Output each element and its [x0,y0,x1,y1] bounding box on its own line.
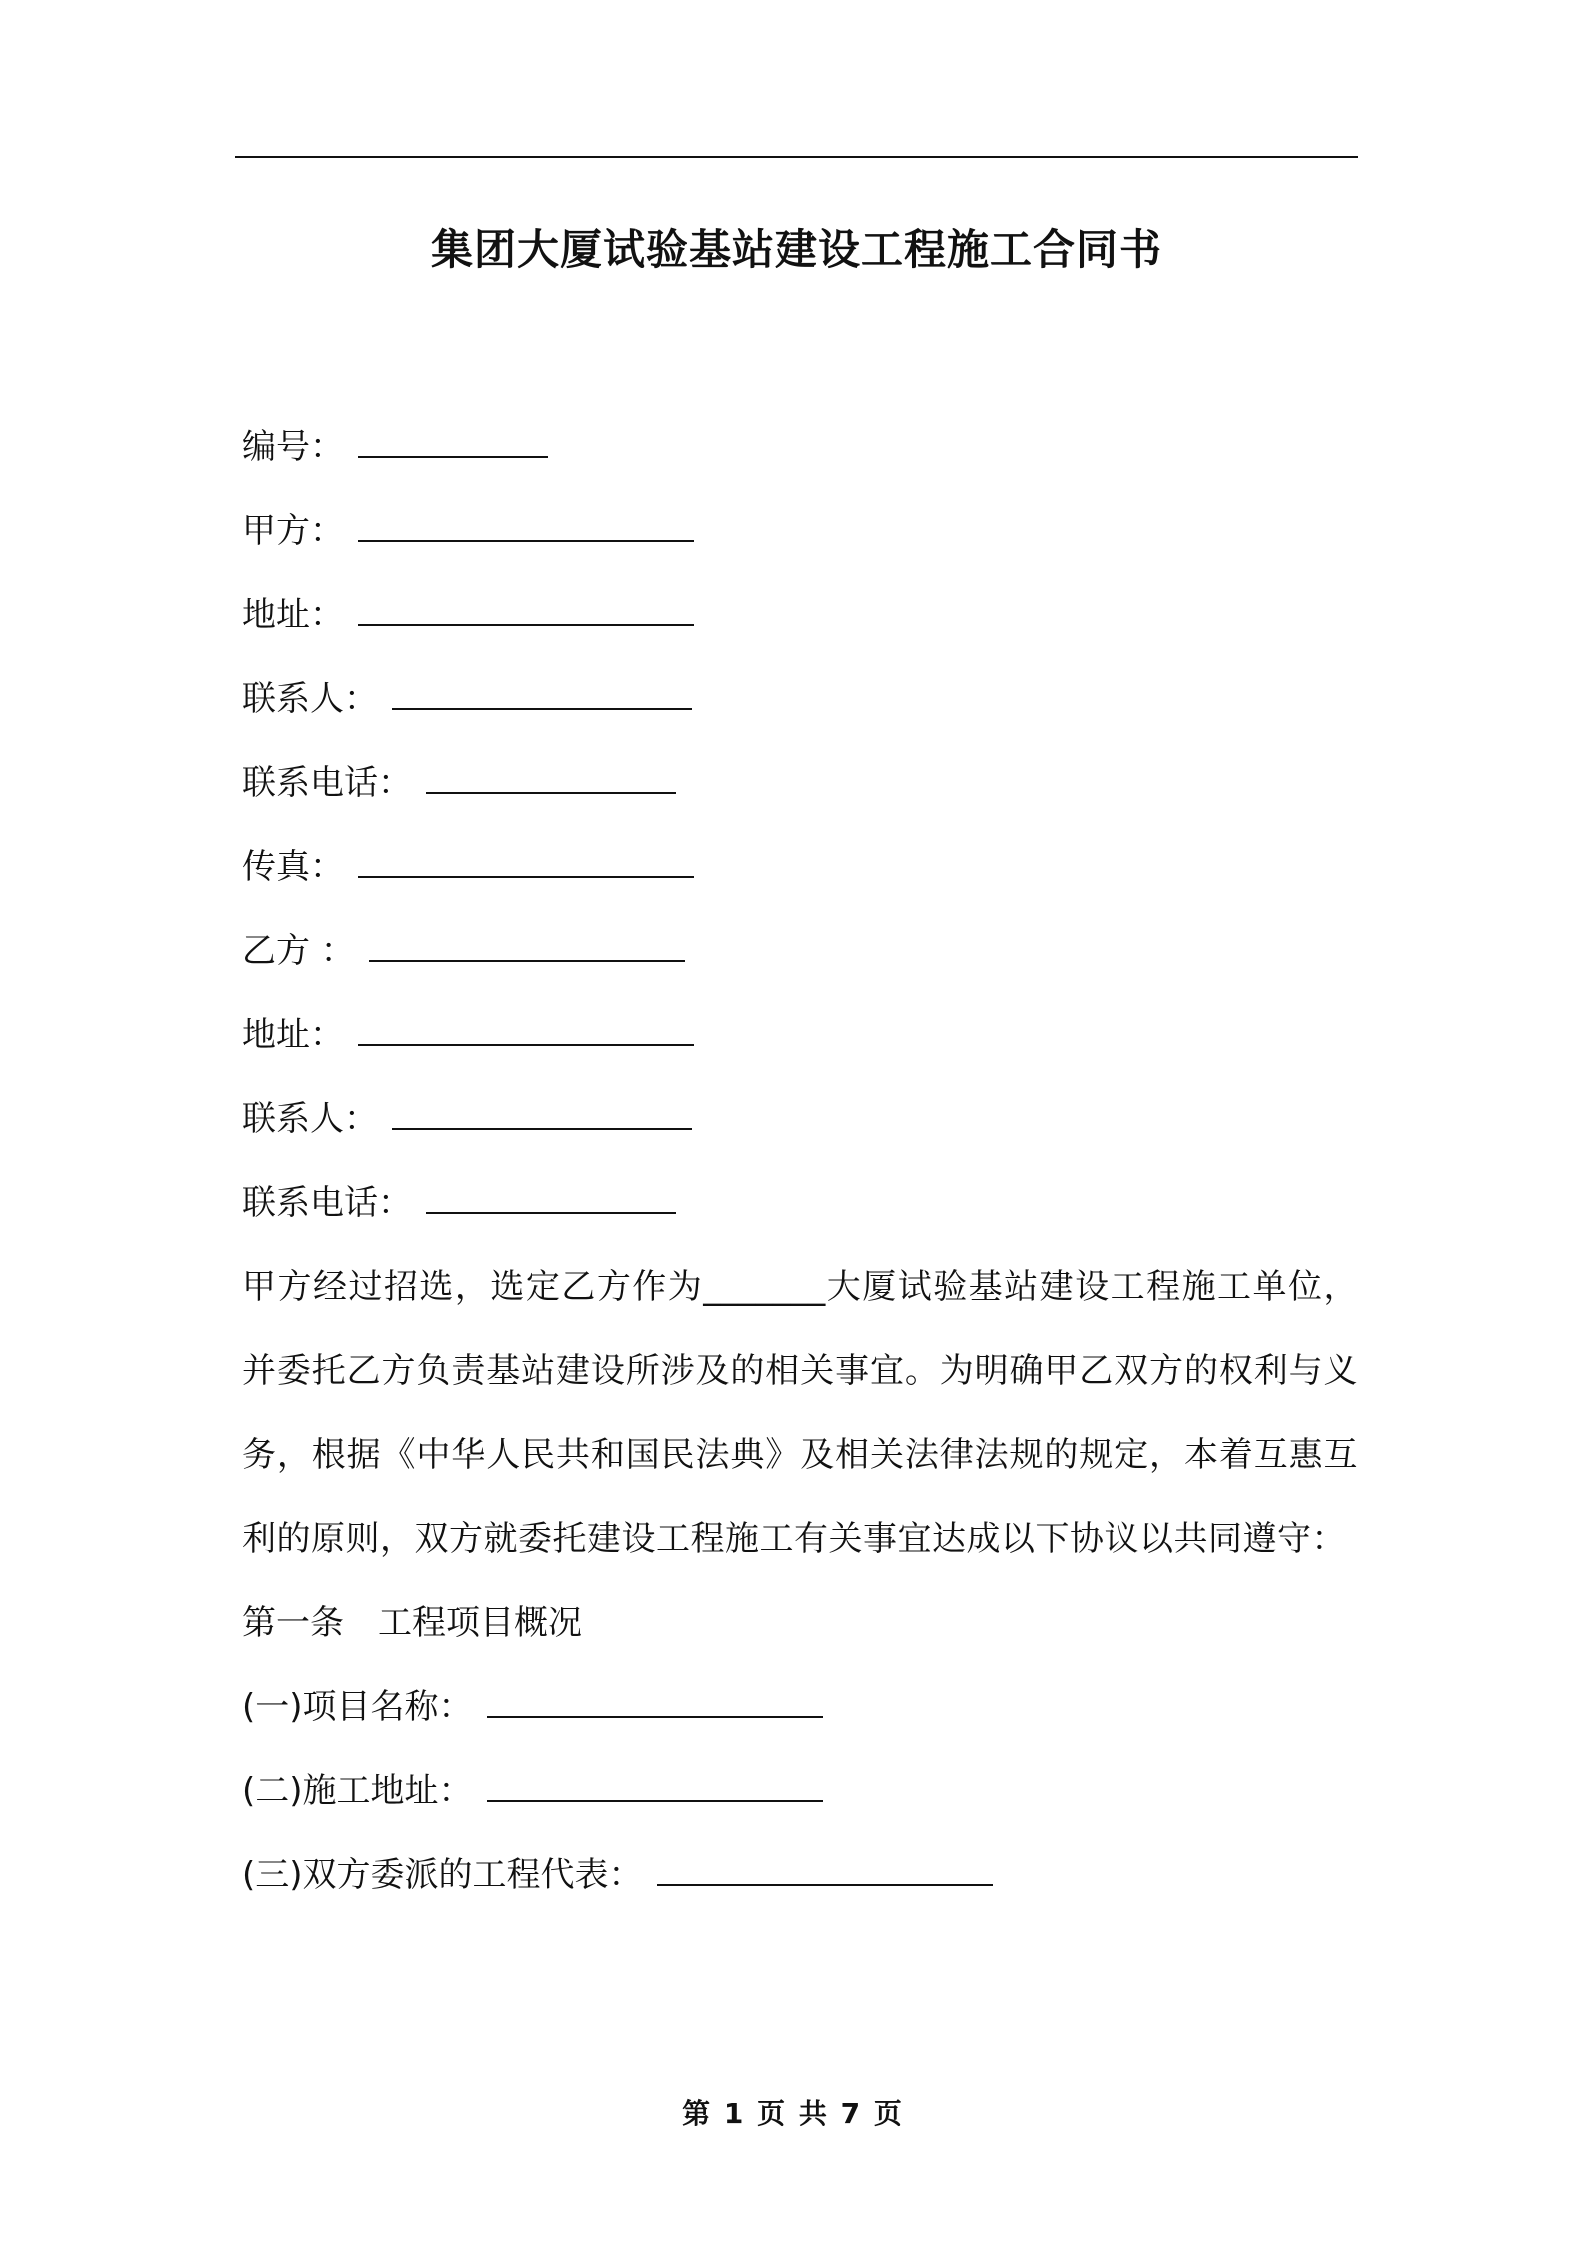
field-label: 联系电话： [242,763,412,803]
fill-blank[interactable] [392,680,692,710]
field-label: 联系人： [242,679,378,719]
fill-blank[interactable] [358,1016,694,1046]
field-line [242,1077,1358,1161]
fill-blank[interactable] [358,428,548,458]
fill-blank[interactable] [392,1100,692,1130]
document-body [242,405,1358,1917]
fill-blank[interactable] [358,848,694,878]
field-line [242,573,1358,657]
field-label: 乙方 ： [242,931,355,971]
field-line [242,741,1358,825]
fill-blank[interactable] [487,1688,823,1718]
article-item [242,1749,1358,1833]
field-label: 甲方： [242,511,344,551]
item-label: (三)双方委派的工程代表： [242,1855,643,1895]
page-number-footer: 第 1 页 共 7 页 [682,2097,904,2130]
field-label: 地址： [242,595,344,635]
header-rule [235,156,1358,158]
field-label: 联系电话： [242,1183,412,1223]
item-label: (一)项目名称： [242,1687,473,1727]
article-item [242,1833,1358,1917]
field-label: 传真： [242,847,344,887]
fill-blank[interactable] [426,764,676,794]
field-label: 联系人： [242,1099,378,1139]
fill-blank[interactable] [369,932,685,962]
field-line [242,909,1358,993]
article-item [242,1665,1358,1749]
fill-blank[interactable] [358,596,694,626]
fill-blank[interactable] [487,1772,823,1802]
field-line [242,657,1358,741]
document-title: 集团大厦试验基站建设工程施工合同书 [430,225,1162,274]
preamble-paragraph: 甲方经过招选，选定乙方作为_______大厦试验基站建设工程施工单位，并委托乙方负责基站建设所涉及的相关事宜。为明确甲乙双方的权利与义务，根据《中华人民共和国民法典》及相关法律法规的规定，本着互惠互利的原则，双方就委托建设工程施工有关事宜达成以下协议以共同遵守： [242,1267,1358,1559]
field-line [242,489,1358,573]
field-line [242,825,1358,909]
fill-blank[interactable] [657,1856,993,1886]
fill-blank[interactable] [358,512,694,542]
item-label: (二)施工地址： [242,1771,473,1811]
field-line [242,405,1358,489]
field-line [242,993,1358,1077]
field-line [242,1161,1358,1245]
article-heading: 第一条 工程项目概况 [242,1603,582,1643]
field-label: 地址： [242,1015,344,1055]
field-label: 编号： [242,427,344,467]
fill-blank[interactable] [426,1184,676,1214]
